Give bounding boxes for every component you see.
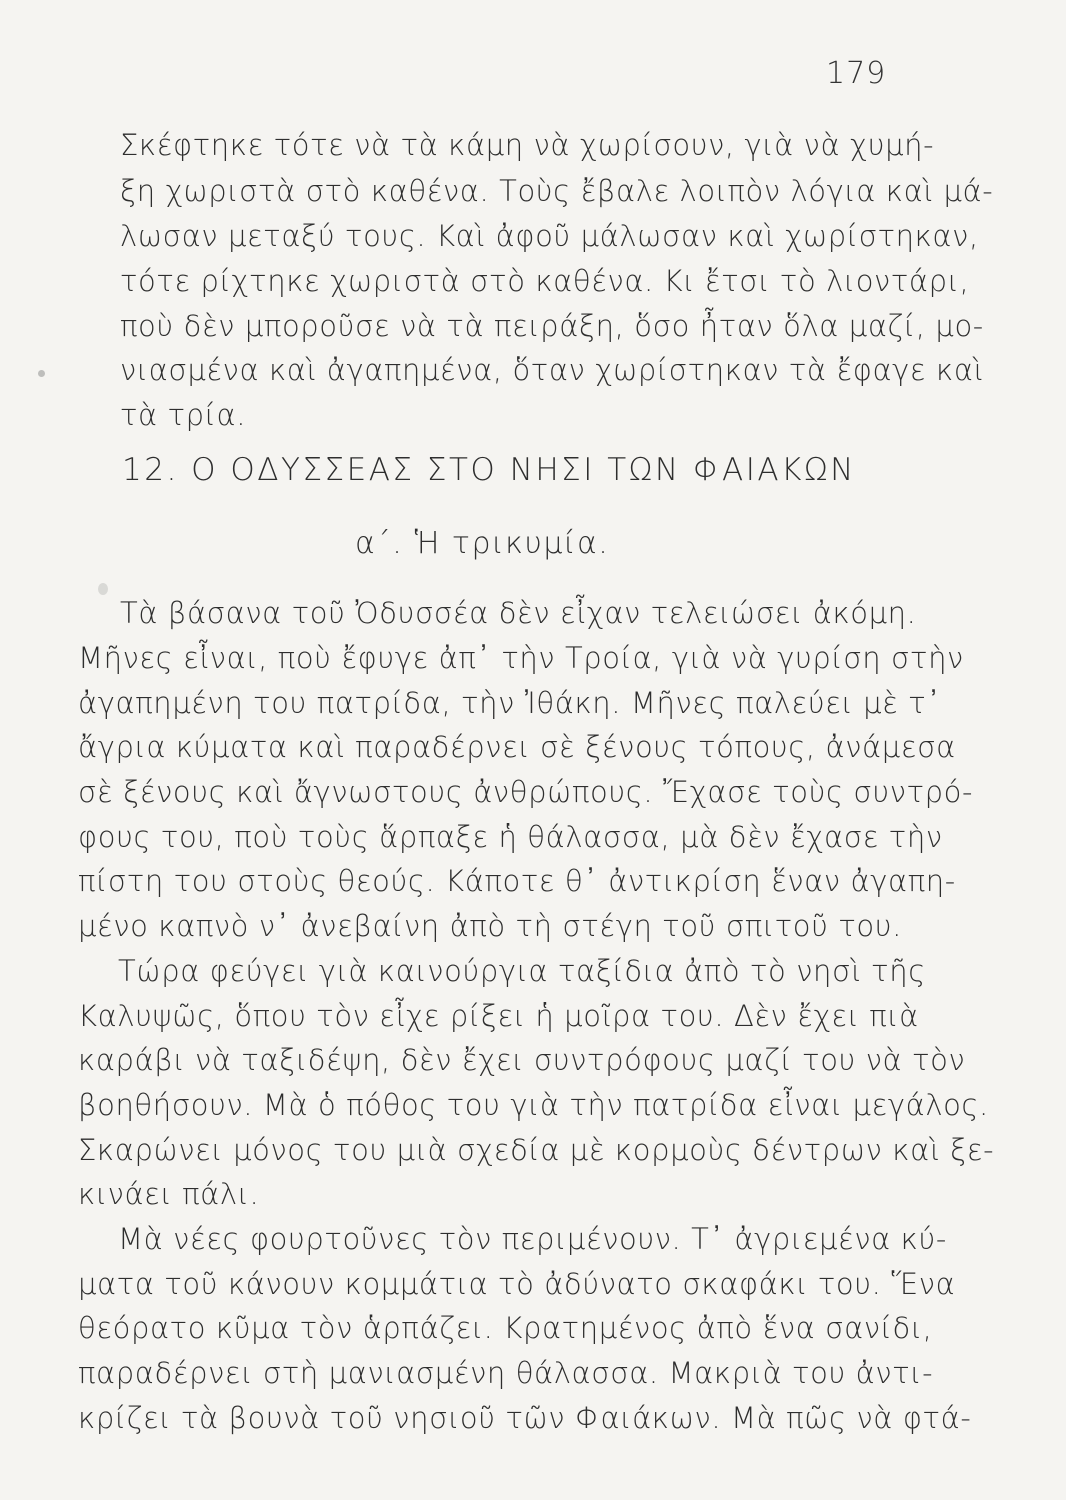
paragraph-2-line: πίστη του στοὺς θεούς. Κάποτε θ᾿ ἀντικρίση ἕναν ἀγαπη- — [78, 864, 956, 898]
paragraph-3-line: βοηθήσουν. Μὰ ὁ πόθος του γιὰ τὴν πατρίδα εἶναι μεγάλος. — [78, 1088, 989, 1122]
paragraph-3-line: Σκαρώνει μόνος του μιὰ σχεδία μὲ κορμοὺς δέντρων καὶ ξε- — [78, 1133, 995, 1167]
scan-speck — [98, 583, 108, 595]
paragraph-3-line: κινάει πάλι. — [78, 1177, 260, 1211]
paragraph-1-line: ξη χωριστὰ στὸ καθένα. Τοὺς ἔβαλε λοιπὸν λόγια καὶ μά- — [120, 174, 994, 208]
paragraph-1-line: Σκέφτηκε τότε νὰ τὰ κάμη νὰ χωρίσουν, γιὰ νὰ χυμή- — [120, 128, 935, 162]
page-number: 179 — [826, 56, 887, 91]
chapter-title: 12. Ο ΟΔΥΣΣΕΑΣ ΣΤΟ ΝΗΣΙ ΤΩΝ ΦΑΙΑΚΩΝ — [122, 452, 856, 488]
paragraph-1-line: τὰ τρία. — [120, 398, 247, 432]
paragraph-4-line: παραδέρνει στὴ μανιασμένη θάλασσα. Μακριὰ του ἀντι- — [78, 1356, 934, 1390]
paragraph-2-line: ἀγαπημένη του πατρίδα, τὴν Ἰθάκη. Μῆνες παλεύει μὲ τ᾿ — [78, 686, 942, 720]
paragraph-2-line: Μῆνες εἶναι, ποὺ ἔφυγε ἀπ᾿ τὴν Τροία, γιὰ νὰ γυρίση στὴν — [78, 641, 964, 675]
paragraph-1-line: τότε ρίχτηκε χωριστὰ στὸ καθένα. Κι ἔτσι τὸ λιοντάρι, — [120, 264, 970, 298]
paragraph-4-line: κρίζει τὰ βουνὰ τοῦ νησιοῦ τῶν Φαιάκων. Μὰ πῶς νὰ φτά- — [78, 1401, 972, 1435]
paragraph-4-line: θεόρατο κῦμα τὸν ἁρπάζει. Κρατημένος ἀπὸ ἕνα σανίδι, — [78, 1311, 933, 1345]
paragraph-3-line: Καλυψῶς, ὅπου τὸν εἶχε ρίξει ἡ μοῖρα του. Δὲν ἔχει πιὰ — [78, 999, 919, 1033]
paragraph-4-line: Μὰ νέες φουρτοῦνες τὸν περιμένουν. Τ᾿ ἀγριεμένα κύ- — [118, 1222, 947, 1256]
paragraph-2-line: Τὰ βάσανα τοῦ Ὀδυσσέα δὲν εἶχαν τελειώσει ἀκόμη. — [120, 596, 917, 630]
paragraph-3-line: Τώρα φεύγει γιὰ καινούργια ταξίδια ἀπὸ τὸ νησὶ τῆς — [118, 954, 926, 988]
paragraph-2-line: μένο καπνὸ ν᾿ ἀνεβαίνη ἀπὸ τὴ στέγη τοῦ σπιτοῦ του. — [78, 909, 902, 943]
paragraph-1-line: νιασμένα καὶ ἀγαπημένα, ὅταν χωρίστηκαν τὰ ἔφαγε καὶ — [120, 353, 984, 387]
paragraph-2-line: σὲ ξένους καὶ ἄγνωστους ἀνθρώπους. Ἔχασε τοὺς συντρό- — [78, 775, 974, 809]
paragraph-2-line: φους του, ποὺ τοὺς ἅρπαξε ἡ θάλασσα, μὰ δὲν ἔχασε τὴν — [78, 820, 943, 854]
scan-speck — [38, 370, 45, 377]
paragraph-1-line: ποὺ δὲν μποροῦσε νὰ τὰ πειράξη, ὅσο ἦταν ὅλα μαζί, μο- — [120, 309, 984, 343]
paragraph-4-line: ματα τοῦ κάνουν κομμάτια τὸ ἀδύνατο σκαφάκι του. Ἕνα — [78, 1267, 956, 1301]
paragraph-2-line: ἄγρια κύματα καὶ παραδέρνει σὲ ξένους τόπους, ἀνάμεσα — [78, 730, 956, 764]
section-title: α΄. Ἡ τρικυμία. — [355, 526, 610, 561]
paragraph-1-line: λωσαν μεταξύ τους. Καὶ ἀφοῦ μάλωσαν καὶ χωρίστηκαν, — [120, 219, 979, 253]
paragraph-3-line: καράβι νὰ ταξιδέψη, δὲν ἔχει συντρόφους μαζί του νὰ τὸν — [78, 1043, 966, 1077]
